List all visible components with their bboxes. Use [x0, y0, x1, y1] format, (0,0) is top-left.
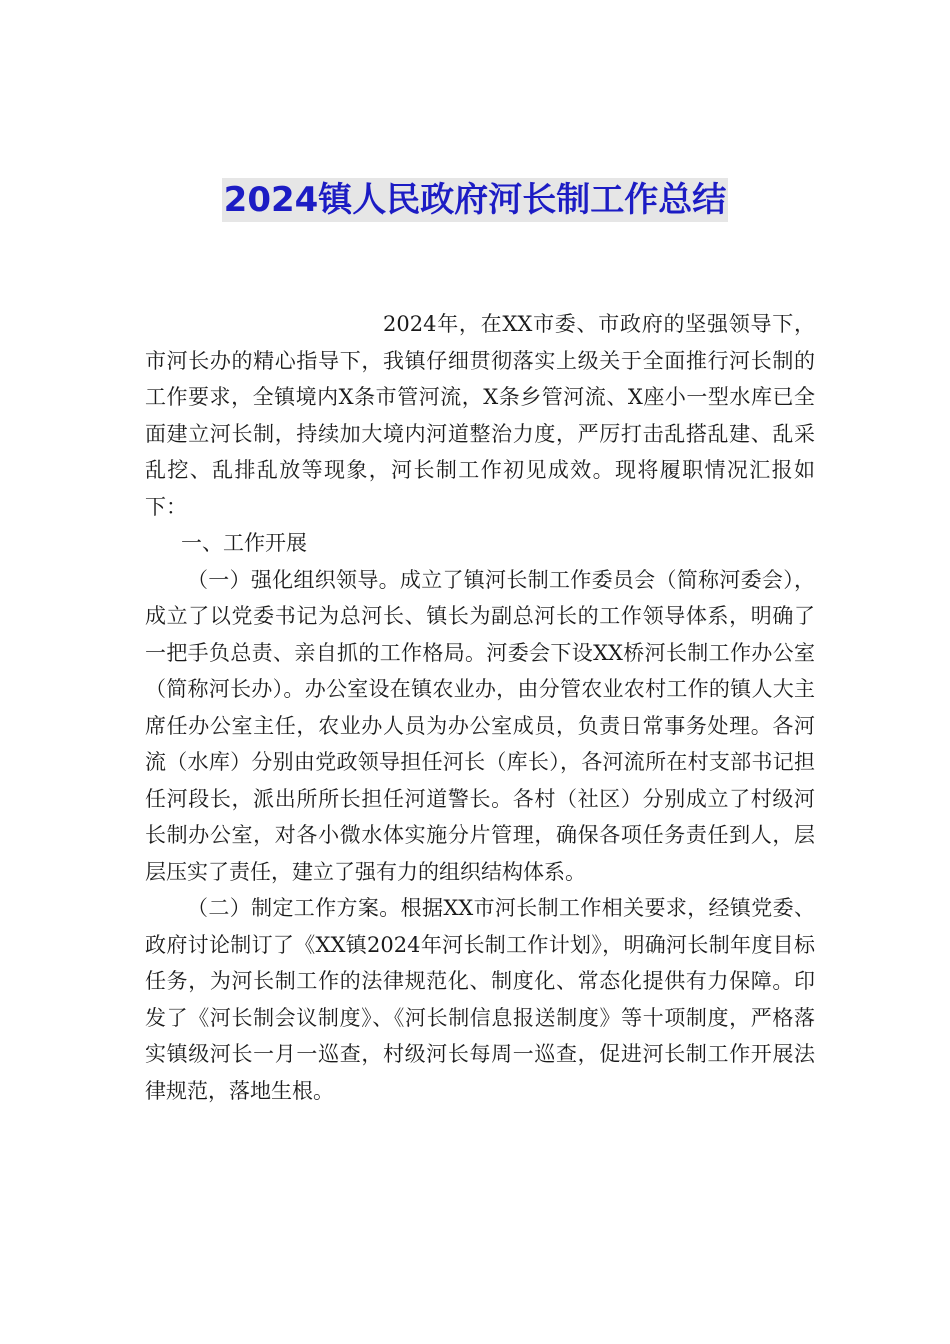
title-container — [0, 178, 950, 222]
section-paragraph-2: （二）制定工作方案。根据XX市河长制工作相关要求，经镇党委、政府讨论制订了《XX镇2024年河长制工作计划》，明确河长制年度目标任务，为河长制工作的法律规范化、制度化、常态化提供有力保障。印发了《河长制会议制度》、《河长制信息报送制度》等十项制度，严格落实镇级河长一月一巡查，村级河长每周一巡查，促进河长制工作开展法律规范，落地生根。 — [145, 896, 815, 1103]
section-heading: 一、工作开展 — [181, 531, 307, 555]
intro-paragraph: 2024年，在XX市委、市政府的坚强领导下，市河长办的精心指导下，我镇仔细贯彻落实上级关于全面推行河长制的工作要求，全镇境内X条市管河流，X条乡管河流、X座小一型水库已全面建立河长制，持续加大境内河道整治力度，严厉打击乱搭乱建、乱采乱挖、乱排乱放等现象，河长制工作初见成效。现将履职情况汇报如下： — [145, 312, 815, 519]
document-body — [145, 306, 815, 1109]
section-paragraph-1: （一）强化组织领导。成立了镇河长制工作委员会（简称河委会），成立了以党委书记为总河长、镇长为副总河长的工作领导体系，明确了一把手负总责、亲自抓的工作格局。河委会下设XX桥河长制工作办公室（简称河长办）。办公室设在镇农业办，由分管农业农村工作的镇人大主席任办公室主任，农业办人员为办公室成员，负责日常事务处理。各河流（水库）分别由党政领导担任河长（库长），各河流所在村支部书记担任河段长，派出所所长担任河道警长。各村（社区）分别成立了村级河长制办公室，对各小微水体实施分片管理，确保各项任务责任到人，层层压实了责任，建立了强有力的组织结构体系。 — [145, 567, 815, 884]
document-title: 2024镇人民政府河长制工作总结 — [223, 180, 727, 220]
